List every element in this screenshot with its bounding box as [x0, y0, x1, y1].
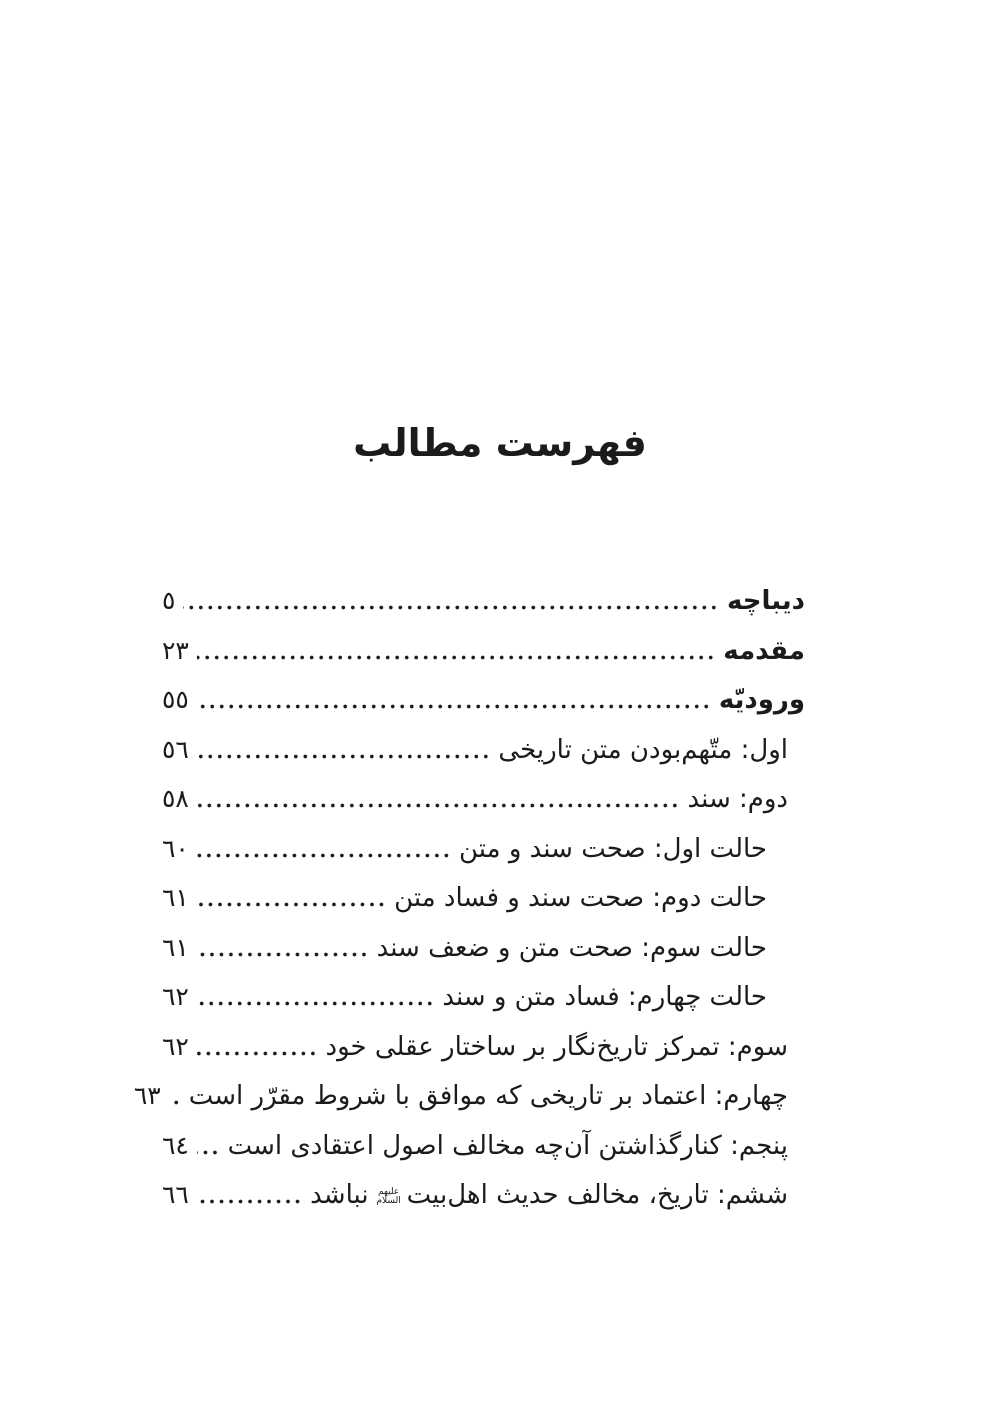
- toc-entry-label: پنجم: کنارگذاشتن آن‌چه مخالف اصول اعتقادی است: [227, 1130, 788, 1161]
- toc-row: [162, 1170, 805, 1220]
- toc-row: [162, 725, 805, 775]
- toc-page-number: ٥٨: [162, 784, 189, 813]
- toc-row: [162, 824, 805, 874]
- toc-entry-label: مقدمه: [723, 635, 805, 666]
- honorific-alayhim-assalam: علیهم السلام: [376, 1186, 401, 1207]
- toc-page-number: ٦٢: [162, 982, 189, 1011]
- toc-row: [133, 1071, 805, 1121]
- toc-page-number: ٥: [162, 586, 176, 615]
- toc-entry-label: دیباچه: [727, 586, 805, 616]
- toc-entry-label: حالت دوم: صحت سند و فساد متن: [394, 883, 767, 913]
- toc-entry-label: ششم: تاریخ، مخالف حدیث اهل‌بیت: [406, 1180, 788, 1210]
- toc-page-number: ٦٤: [162, 1130, 189, 1160]
- toc-entry-label: سوم: تمرکز تاریخ‌نگار بر ساختار عقلی خود: [325, 1031, 788, 1062]
- toc-entry-label: حالت اول: صحت سند و متن: [459, 833, 767, 864]
- toc-entry-label: چهارم: اعتماد بر تاریخی که موافق با شروط مقرّر است: [188, 1081, 788, 1111]
- toc-row: [162, 972, 805, 1022]
- toc-entry-label: حالت سوم: صحت متن و ضعف سند: [376, 932, 767, 963]
- toc-row: [162, 675, 805, 725]
- toc-entry-label: دوم: سند: [687, 784, 788, 814]
- toc-row: [162, 626, 805, 676]
- toc-entry-label: حالت چهارم: فساد متن و سند: [442, 982, 767, 1012]
- toc-row: [162, 1121, 805, 1171]
- toc-page-number: ٦١: [162, 932, 189, 962]
- toc-page-number: ٦٣: [133, 1081, 161, 1110]
- toc-page-number: ٦٠: [162, 833, 189, 863]
- toc-page-number: ٦٢: [162, 1031, 189, 1061]
- toc-page-number: ٢٣: [162, 635, 189, 665]
- toc-row: [162, 1022, 805, 1072]
- toc-page-number: ٥٥: [162, 685, 189, 714]
- toc-row: [162, 873, 805, 923]
- toc-row: [162, 923, 805, 973]
- toc-page-number: ٦١: [162, 883, 189, 912]
- toc-list: [133, 576, 805, 1220]
- toc-row: [162, 774, 805, 824]
- toc-entry-label-suffix: نباشد: [310, 1180, 369, 1210]
- toc-entry-label: ورودیّه: [718, 685, 805, 715]
- page-title: فهرست مطالب: [353, 421, 647, 465]
- toc-page-number: ٥٦: [162, 734, 189, 764]
- toc-page-number: ٦٦: [162, 1180, 189, 1209]
- toc-entry-label: اول: متّهم‌بودن متن تاریخی: [498, 734, 788, 765]
- toc-row: [162, 576, 805, 626]
